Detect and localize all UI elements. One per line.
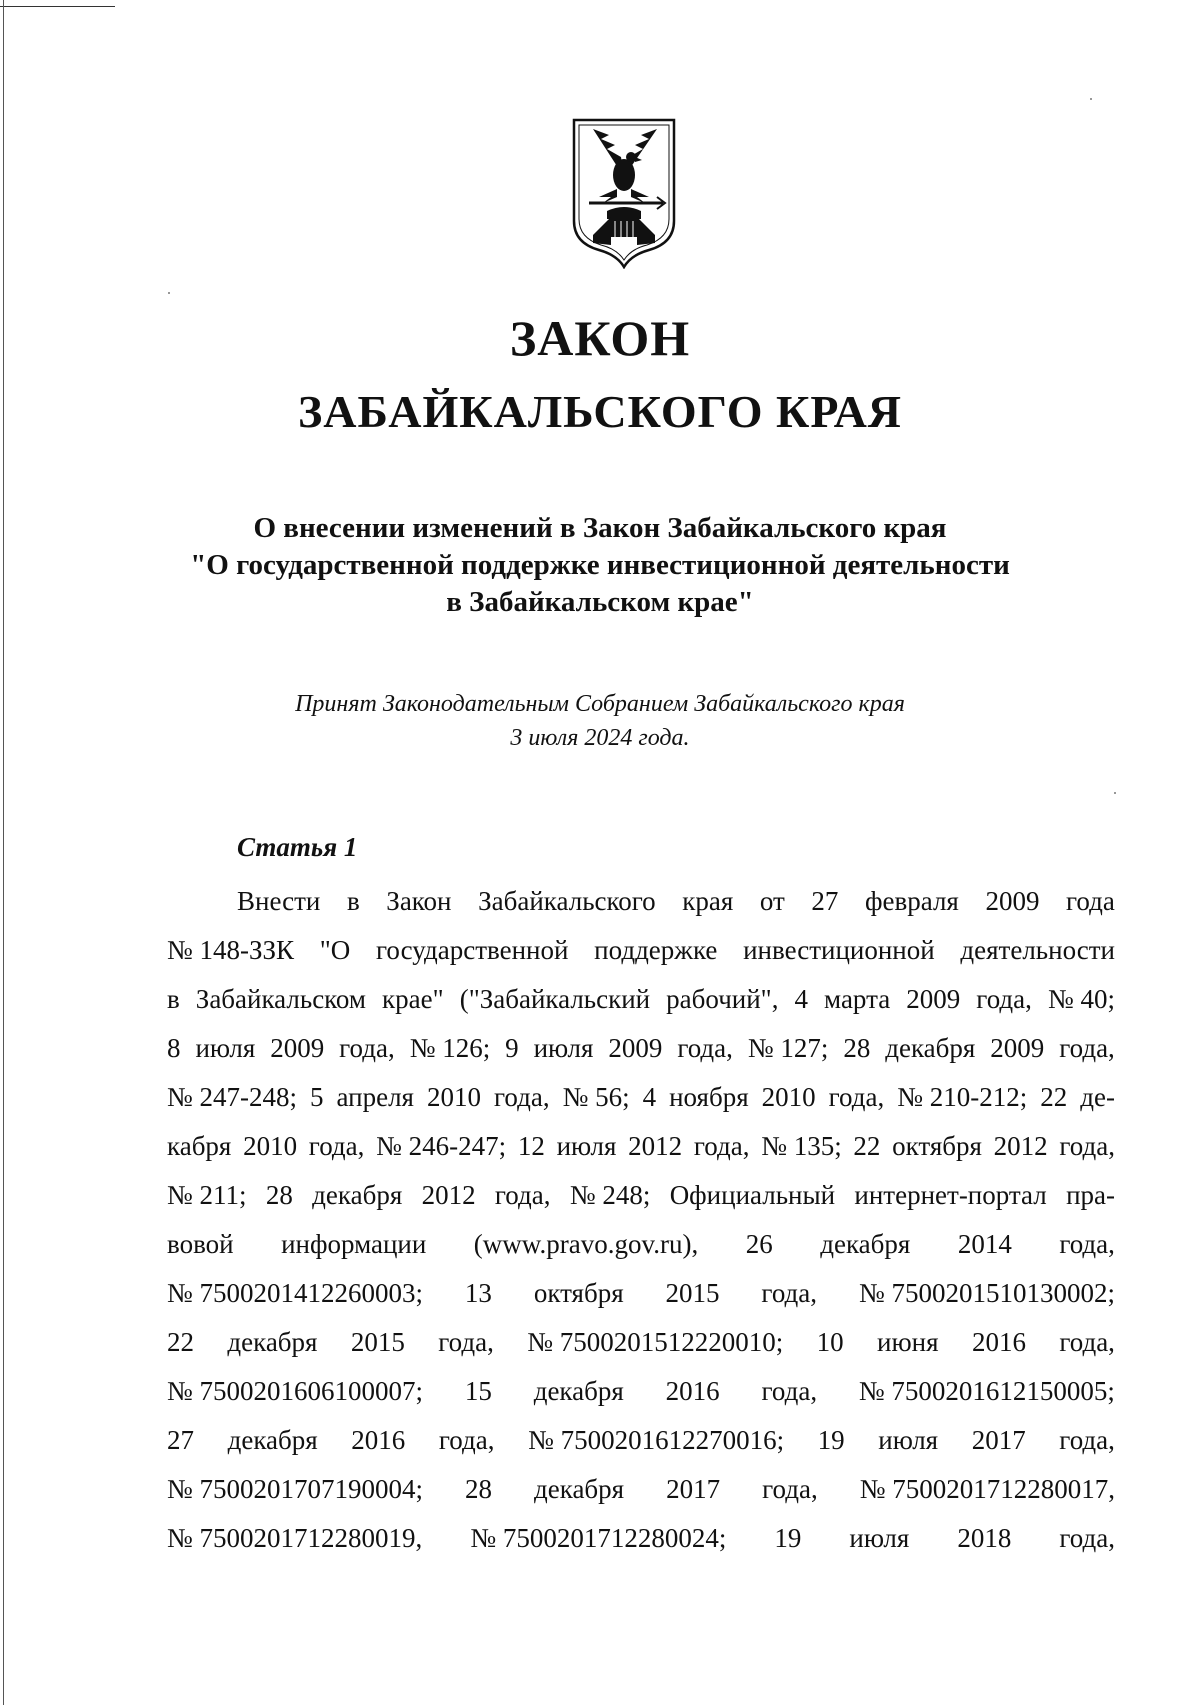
body-word: государственной <box>376 935 569 965</box>
body-word: года, <box>493 1082 550 1112</box>
body-word: декабря <box>312 1180 403 1210</box>
body-line <box>167 1171 1115 1220</box>
body-word: 2015 <box>665 1278 720 1308</box>
scan-speck <box>168 292 170 294</box>
body-line <box>167 926 1115 975</box>
body-word: интернет-портал <box>854 1180 1047 1210</box>
body-word: 19 <box>817 1425 845 1455</box>
body-word: № 148-ЗЗК <box>167 935 295 965</box>
body-word: № 40; <box>1047 984 1115 1014</box>
body-word: июля <box>849 1523 910 1553</box>
body-word: края <box>682 886 734 916</box>
body-word: № 126; <box>409 1033 491 1063</box>
body-word: года, <box>308 1131 365 1161</box>
body-word: года, <box>693 1131 750 1161</box>
body-word: июля <box>195 1033 256 1063</box>
body-word: года, <box>761 1278 818 1308</box>
body-word: 19 <box>774 1523 802 1553</box>
body-word: декабря <box>820 1229 911 1259</box>
body-word: Внести <box>237 886 321 916</box>
body-word: 28 <box>465 1474 493 1504</box>
body-word: 2009 <box>990 1033 1045 1063</box>
body-word: де- <box>1080 1082 1115 1112</box>
body-word: № 135; <box>761 1131 842 1161</box>
body-word: № 7500201512220010; <box>527 1327 784 1357</box>
body-word: Закон <box>386 886 452 916</box>
body-word: 2009 <box>608 1033 663 1063</box>
body-word: июня <box>877 1327 939 1357</box>
adoption-note <box>0 687 1200 755</box>
body-word: Забайкальского <box>478 886 656 916</box>
adoption-line: Принят Законодательным Собранием Забайкальского края <box>295 691 905 717</box>
body-word: № 56; <box>562 1082 630 1112</box>
body-word: в <box>167 984 180 1014</box>
body-word: 2014 <box>957 1229 1012 1259</box>
body-word: декабря <box>885 1033 976 1063</box>
body-line <box>167 1318 1115 1367</box>
body-line <box>167 1514 1115 1563</box>
body-word: года, <box>1059 1523 1115 1553</box>
body-word: года, <box>762 1474 818 1504</box>
body-word: 2016 <box>665 1376 720 1406</box>
body-word: декабря <box>227 1327 318 1357</box>
body-word: № 7500201712280024; <box>470 1523 727 1553</box>
body-word: 27 <box>167 1425 194 1455</box>
body-word: инвестиционной <box>743 935 935 965</box>
body-word: 26 <box>745 1229 773 1259</box>
body-word: пра- <box>1066 1180 1115 1210</box>
body-word: в <box>346 886 360 916</box>
body-word: ("Забайкальский <box>459 984 651 1014</box>
body-word: февраля <box>865 886 959 916</box>
law-subject <box>0 510 1200 621</box>
body-word: 2012 <box>993 1131 1048 1161</box>
body-word: октября <box>533 1278 624 1308</box>
body-word: 15 <box>464 1376 492 1406</box>
body-word: года, <box>438 1425 495 1455</box>
article-body <box>167 877 1115 1563</box>
body-word: 8 <box>167 1033 181 1063</box>
article-heading: Статья 1 <box>237 832 358 862</box>
body-word: № 7500201606100007; <box>167 1376 424 1406</box>
body-word: № 7500201707190004; <box>167 1474 424 1504</box>
body-word: 27 <box>811 886 839 916</box>
body-word: поддержке <box>594 935 718 965</box>
body-line <box>167 1269 1115 1318</box>
body-word: 28 <box>843 1033 871 1063</box>
body-word: года, <box>438 1327 494 1357</box>
body-word: 13 <box>464 1278 492 1308</box>
body-word: 2010 <box>426 1082 481 1112</box>
body-word: "О <box>319 935 351 965</box>
body-word: 2016 <box>971 1327 1026 1357</box>
law-region-title: ЗАБАЙКАЛЬСКОГО КРАЯ <box>297 386 903 437</box>
body-word: № 7500201612150005; <box>858 1376 1115 1406</box>
body-line <box>167 1416 1115 1465</box>
body-word: 10 <box>816 1327 844 1357</box>
body-word: рабочий", <box>666 984 779 1014</box>
body-line <box>167 975 1115 1024</box>
subject-line: "О государственной поддержке инвестиционной деятельности <box>190 549 1010 581</box>
body-word: № 210-212; <box>897 1082 1028 1112</box>
body-word: декабря <box>533 1376 624 1406</box>
body-word: 9 <box>505 1033 519 1063</box>
body-word: № 248; <box>569 1180 651 1210</box>
body-word: № 211; <box>167 1180 247 1210</box>
body-word: декабря <box>534 1474 625 1504</box>
body-word: 2012 <box>628 1131 683 1161</box>
adoption-date: 3 июля 2024 года. <box>510 725 690 751</box>
body-word: года, <box>1059 1327 1115 1357</box>
body-word: № 7500201510130002; <box>858 1278 1115 1308</box>
body-word: Официальный <box>669 1180 836 1210</box>
scan-speck <box>1114 792 1116 794</box>
body-word: года, <box>976 984 1032 1014</box>
body-word: информации <box>281 1229 427 1259</box>
body-word: деятельности <box>960 935 1115 965</box>
body-line <box>167 1024 1115 1073</box>
coat-of-arms-emblem <box>571 117 677 269</box>
body-word: № 127; <box>747 1033 829 1063</box>
body-word: № 247-248; <box>167 1082 298 1112</box>
body-word: 28 <box>265 1180 293 1210</box>
body-word: июля <box>533 1033 594 1063</box>
body-word: 2017 <box>971 1425 1026 1455</box>
body-word: № 7500201712280017, <box>859 1474 1115 1504</box>
body-word: 2012 <box>421 1180 476 1210</box>
subject-line: в Забайкальском крае" <box>446 586 754 618</box>
law-title: ЗАКОН <box>509 310 691 366</box>
body-word: года, <box>1059 1131 1115 1161</box>
body-word: года, <box>1059 1425 1115 1455</box>
body-word: 2010 <box>243 1131 298 1161</box>
body-word: года, <box>677 1033 733 1063</box>
body-word: года, <box>761 1376 818 1406</box>
subject-line: О внесении изменений в Закон Забайкальского края <box>253 512 947 544</box>
scan-edge-left <box>3 0 4 1705</box>
body-word: Забайкальском <box>195 984 366 1014</box>
body-word: 22 <box>853 1131 881 1161</box>
body-word: апреля <box>336 1082 414 1112</box>
body-word: 22 <box>1040 1082 1068 1112</box>
body-word: от <box>759 886 785 916</box>
body-line <box>167 877 1115 926</box>
body-word: 2017 <box>666 1474 721 1504</box>
body-word: 2009 <box>270 1033 325 1063</box>
body-word: года, <box>1059 1033 1115 1063</box>
body-word: 2010 <box>761 1082 816 1112</box>
scan-speck <box>1090 98 1092 100</box>
body-word: марта <box>824 984 891 1014</box>
body-word: ноября <box>669 1082 749 1112</box>
scan-edge-top <box>0 6 115 7</box>
body-word: 4 <box>642 1082 657 1112</box>
body-word: года, <box>494 1180 551 1210</box>
body-word: 12 <box>517 1131 545 1161</box>
body-word: 2016 <box>351 1425 406 1455</box>
body-word: 2009 <box>985 886 1040 916</box>
body-word: № 7500201612270016; <box>528 1425 785 1455</box>
body-word: 22 <box>167 1327 194 1357</box>
body-word: года <box>1066 886 1115 916</box>
body-word: 2015 <box>350 1327 405 1357</box>
body-line <box>167 1073 1115 1122</box>
body-line <box>167 1367 1115 1416</box>
body-word: года, <box>339 1033 395 1063</box>
body-word: вовой <box>167 1229 234 1259</box>
body-word: декабря <box>227 1425 318 1455</box>
body-word: кабря <box>167 1131 232 1161</box>
body-word: 2009 <box>906 984 961 1014</box>
body-word: года, <box>1059 1229 1115 1259</box>
body-word: (www.pravo.gov.ru), <box>473 1229 699 1259</box>
body-word: октября <box>892 1131 982 1161</box>
body-line <box>167 1220 1115 1269</box>
body-word: июля <box>878 1425 939 1455</box>
body-word: 5 <box>310 1082 324 1112</box>
body-word: 2018 <box>957 1523 1012 1553</box>
body-line <box>167 1465 1115 1514</box>
body-line <box>167 1122 1115 1171</box>
body-word: года, <box>828 1082 885 1112</box>
body-word: № 246-247; <box>376 1131 507 1161</box>
body-word: июля <box>556 1131 617 1161</box>
body-word: № 7500201412260003; <box>167 1278 424 1308</box>
body-word: № 7500201712280019, <box>167 1523 423 1553</box>
body-word: крае" <box>382 984 444 1014</box>
body-word: 4 <box>794 984 808 1014</box>
